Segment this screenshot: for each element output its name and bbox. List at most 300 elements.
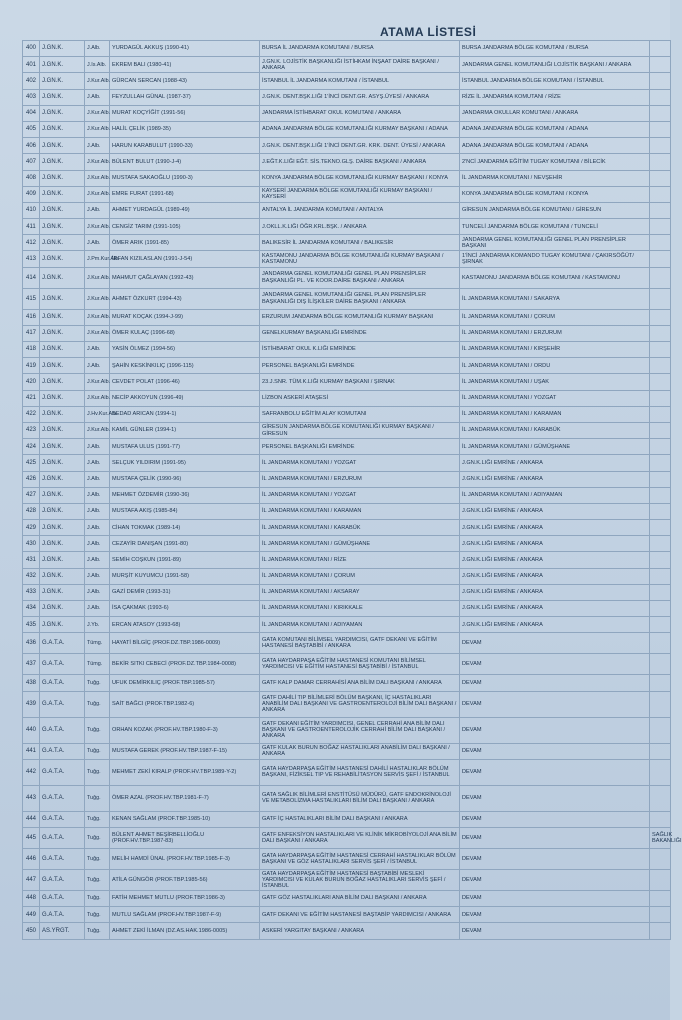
institution-cell: G.A.T.A. xyxy=(40,759,85,785)
name-cell: GAZİ DEMİR (1993-31) xyxy=(110,584,260,600)
institution-cell: G.A.T.A. xyxy=(40,654,85,675)
extra-cell xyxy=(650,325,671,341)
extra-cell xyxy=(650,41,671,57)
row-number-cell: 449 xyxy=(23,907,40,923)
institution-cell: J.GN.K. xyxy=(40,73,85,89)
institution-cell: G.A.T.A. xyxy=(40,907,85,923)
extra-cell xyxy=(650,121,671,137)
extra-cell xyxy=(650,869,671,890)
new-post-cell: İL JANDARMA KOMUTANI / KIRŞEHİR xyxy=(460,342,650,358)
table-row xyxy=(23,923,671,939)
current-post-cell: ANTALYA İL JANDARMA KOMUTANI / ANTALYA xyxy=(260,202,460,218)
current-post-cell: BURSA İL JANDARMA KOMUTANI / BURSA xyxy=(260,41,460,57)
institution-cell: J.GN.K. xyxy=(40,487,85,503)
rank-cell: Tuğg. xyxy=(85,811,110,827)
rank-cell: J.Kur.Alb. xyxy=(85,309,110,325)
row-number-cell: 428 xyxy=(23,503,40,519)
rank-cell: J.Kur.Alb. xyxy=(85,288,110,309)
table-row xyxy=(23,890,671,906)
row-number-cell: 429 xyxy=(23,520,40,536)
institution-cell: J.GN.K. xyxy=(40,601,85,617)
table-row xyxy=(23,267,671,288)
row-number-cell: 426 xyxy=(23,471,40,487)
name-cell: MUSTAFA ULUS (1991-77) xyxy=(110,439,260,455)
extra-cell xyxy=(650,358,671,374)
extra-cell xyxy=(650,717,671,743)
new-post-cell: DEVAM xyxy=(460,717,650,743)
table-row xyxy=(23,235,671,251)
rank-cell: J.Alb. xyxy=(85,138,110,154)
name-cell: CEVDET POLAT (1996-46) xyxy=(110,374,260,390)
institution-cell: J.GN.K. xyxy=(40,325,85,341)
current-post-cell: İL JANDARMA KOMUTANI / GÜMÜŞHANE xyxy=(260,536,460,552)
current-post-cell: ERZURUM JANDARMA BÖLGE KOMUTANLIĞI KURMAY BAŞKANI xyxy=(260,309,460,325)
rank-cell: J.Alb. xyxy=(85,536,110,552)
table-row xyxy=(23,743,671,759)
table-row xyxy=(23,202,671,218)
current-post-cell: KAYSERİ JANDARMA BÖLGE KOMUTANLIĞI KURMAY BAŞKANI / KAYSERİ xyxy=(260,186,460,202)
institution-cell: G.A.T.A. xyxy=(40,633,85,654)
name-cell: SEMİH COŞKUN (1991-89) xyxy=(110,552,260,568)
table-row xyxy=(23,759,671,785)
table-row xyxy=(23,455,671,471)
name-cell: EKREM BALI (1980-41) xyxy=(110,57,260,73)
extra-cell xyxy=(650,267,671,288)
current-post-cell: LİZBON ASKERİ ATAŞESİ xyxy=(260,390,460,406)
rank-cell: J.Alb. xyxy=(85,584,110,600)
extra-cell xyxy=(650,154,671,170)
new-post-cell: J.GN.K.LIĞI EMRİNE / ANKARA xyxy=(460,584,650,600)
table-row xyxy=(23,811,671,827)
name-cell: ŞAHİN KESKİNKILIÇ (1996-115) xyxy=(110,358,260,374)
new-post-cell: J.GN.K.LIĞI EMRİNE / ANKARA xyxy=(460,503,650,519)
new-post-cell: DEVAM xyxy=(460,785,650,811)
rank-cell: J.Kur.Alb. xyxy=(85,105,110,121)
rank-cell: J.Alb. xyxy=(85,520,110,536)
institution-cell: J.GN.K. xyxy=(40,471,85,487)
institution-cell: J.GN.K. xyxy=(40,584,85,600)
row-number-cell: 444 xyxy=(23,811,40,827)
rank-cell: J.Kur.Alb. xyxy=(85,267,110,288)
rank-cell: J.Yb. xyxy=(85,617,110,633)
table-row xyxy=(23,848,671,869)
name-cell: MEHMET ÖZDEMİR (1990-36) xyxy=(110,487,260,503)
extra-cell xyxy=(650,617,671,633)
table-row xyxy=(23,121,671,137)
row-number-cell: 440 xyxy=(23,717,40,743)
rank-cell: Tuğg. xyxy=(85,675,110,691)
row-number-cell: 430 xyxy=(23,536,40,552)
new-post-cell: J.GN.K.LIĞI EMRİNE / ANKARA xyxy=(460,617,650,633)
table-row xyxy=(23,471,671,487)
row-number-cell: 422 xyxy=(23,406,40,422)
table-row xyxy=(23,57,671,73)
current-post-cell: PERSONEL BAŞKANLIĞI EMRİNDE xyxy=(260,358,460,374)
new-post-cell: İL JANDARMA KOMUTANI / ÇORUM xyxy=(460,309,650,325)
new-post-cell: DEVAM xyxy=(460,811,650,827)
name-cell: ÖMER AZAL (PROF.HV.TBP.1981-F-7) xyxy=(110,785,260,811)
institution-cell: J.GN.K. xyxy=(40,503,85,519)
name-cell: MURAT KOÇYİĞİT (1991-56) xyxy=(110,105,260,121)
institution-cell: J.GN.K. xyxy=(40,251,85,267)
row-number-cell: 432 xyxy=(23,568,40,584)
name-cell: MUSTAFA GEREK (PROF.HV.TBP.1987-F-15) xyxy=(110,743,260,759)
extra-cell xyxy=(650,57,671,73)
rank-cell: J.Kur.Alb. xyxy=(85,325,110,341)
table-row xyxy=(23,439,671,455)
row-number-cell: 423 xyxy=(23,422,40,438)
extra-cell xyxy=(650,89,671,105)
row-number-cell: 416 xyxy=(23,309,40,325)
table-row xyxy=(23,309,671,325)
extra-cell xyxy=(650,568,671,584)
extra-cell xyxy=(650,186,671,202)
current-post-cell: J.GN.K. DENT.BŞK.LIĞI 1'İNCİ DENT.GR. KRK. DENT. ÜYESİ / ANKARA xyxy=(260,138,460,154)
row-number-cell: 446 xyxy=(23,848,40,869)
row-number-cell: 401 xyxy=(23,57,40,73)
new-post-cell: İL JANDARMA KOMUTANI / NEVŞEHİR xyxy=(460,170,650,186)
table-row xyxy=(23,186,671,202)
name-cell: YURDAGÜL AKKUŞ (1990-41) xyxy=(110,41,260,57)
extra-cell xyxy=(650,422,671,438)
table-row xyxy=(23,907,671,923)
new-post-cell: J.GN.K.LIĞI EMRİNE / ANKARA xyxy=(460,520,650,536)
table-row xyxy=(23,374,671,390)
institution-cell: J.GN.K. xyxy=(40,422,85,438)
institution-cell: J.GN.K. xyxy=(40,536,85,552)
row-number-cell: 403 xyxy=(23,89,40,105)
rank-cell: Tümg. xyxy=(85,654,110,675)
new-post-cell: DEVAM xyxy=(460,759,650,785)
row-number-cell: 443 xyxy=(23,785,40,811)
new-post-cell: DEVAM xyxy=(460,743,650,759)
institution-cell: J.GN.K. xyxy=(40,202,85,218)
rank-cell: Tuğg. xyxy=(85,907,110,923)
new-post-cell: GİRESUN JANDARMA BÖLGE KOMUTANI / GİRESUN xyxy=(460,202,650,218)
institution-cell: J.GN.K. xyxy=(40,390,85,406)
rank-cell: Tuğg. xyxy=(85,827,110,848)
table-row xyxy=(23,251,671,267)
rank-cell: J.Alb. xyxy=(85,552,110,568)
table-row xyxy=(23,390,671,406)
current-post-cell: İL JANDARMA KOMUTANI / ERZURUM xyxy=(260,471,460,487)
institution-cell: J.GN.K. xyxy=(40,309,85,325)
name-cell: İRFAN KIZILASLAN (1991-J-54) xyxy=(110,251,260,267)
name-cell: HAYATİ BİLGİÇ (PROF.DZ.TBP.1986-0009) xyxy=(110,633,260,654)
row-number-cell: 427 xyxy=(23,487,40,503)
current-post-cell: İL JANDARMA KOMUTANI / YOZGAT xyxy=(260,455,460,471)
name-cell: İSA ÇAKMAK (1993-6) xyxy=(110,601,260,617)
rank-cell: J.Alb. xyxy=(85,503,110,519)
new-post-cell: ADANA JANDARMA BÖLGE KOMUTANI / ADANA xyxy=(460,121,650,137)
new-post-cell: J.GN.K.LIĞI EMRİNE / ANKARA xyxy=(460,471,650,487)
new-post-cell: RİZE İL JANDARMA KOMUTANI / RİZE xyxy=(460,89,650,105)
table-row xyxy=(23,785,671,811)
institution-cell: G.A.T.A. xyxy=(40,743,85,759)
new-post-cell: DEVAM xyxy=(460,890,650,906)
new-post-cell: İL JANDARMA KOMUTANI / KARAMAN xyxy=(460,406,650,422)
institution-cell: J.GN.K. xyxy=(40,89,85,105)
extra-cell xyxy=(650,251,671,267)
row-number-cell: 410 xyxy=(23,202,40,218)
institution-cell: J.GN.K. xyxy=(40,235,85,251)
institution-cell: G.A.T.A. xyxy=(40,890,85,906)
new-post-cell: J.GN.K.LIĞI EMRİNE / ANKARA xyxy=(460,601,650,617)
extra-cell xyxy=(650,633,671,654)
table-row xyxy=(23,288,671,309)
extra-cell xyxy=(650,848,671,869)
rank-cell: J.Kur.Alb. xyxy=(85,186,110,202)
new-post-cell: DEVAM xyxy=(460,633,650,654)
name-cell: AHMET ÖZKURT (1994-43) xyxy=(110,288,260,309)
row-number-cell: 442 xyxy=(23,759,40,785)
new-post-cell: İL JANDARMA KOMUTANI / ADIYAMAN xyxy=(460,487,650,503)
new-post-cell: J.GN.K.LIĞI EMRİNE / ANKARA xyxy=(460,568,650,584)
row-number-cell: 421 xyxy=(23,390,40,406)
extra-cell xyxy=(650,73,671,89)
new-post-cell: J.GN.K.LIĞI EMRİNE / ANKARA xyxy=(460,536,650,552)
institution-cell: J.GN.K. xyxy=(40,552,85,568)
rank-cell: J.Alb. xyxy=(85,202,110,218)
rank-cell: J.Alb. xyxy=(85,358,110,374)
new-post-cell: DEVAM xyxy=(460,907,650,923)
extra-cell xyxy=(650,455,671,471)
current-post-cell: İL JANDARMA KOMUTANI / KARAMAN xyxy=(260,503,460,519)
rank-cell: J.Kur.Alb. xyxy=(85,219,110,235)
table-row xyxy=(23,154,671,170)
table-row xyxy=(23,520,671,536)
new-post-cell: JANDARMA OKULLAR KOMUTANI / ANKARA xyxy=(460,105,650,121)
current-post-cell: İL JANDARMA KOMUTANI / AKSARAY xyxy=(260,584,460,600)
new-post-cell: İL JANDARMA KOMUTANI / SAKARYA xyxy=(460,288,650,309)
row-number-cell: 407 xyxy=(23,154,40,170)
name-cell: SAİT BAĞCI (PROF.TBP.1982-6) xyxy=(110,691,260,717)
extra-cell xyxy=(650,552,671,568)
new-post-cell: DEVAM xyxy=(460,691,650,717)
name-cell: NECİP AKKOYUN (1996-49) xyxy=(110,390,260,406)
current-post-cell: GATA SAĞLIK BİLİMLERİ ENSTİTÜSÜ MÜDÜRÜ, GATF ENDOKRİNOLOJİ VE METABOLİZMA HASTALIKLARI BİLİM DALI BAŞKANI / ANKARA xyxy=(260,785,460,811)
name-cell: MUTLU SAĞLAM (PROF.HV.TBP.1987-F-9) xyxy=(110,907,260,923)
extra-cell xyxy=(650,487,671,503)
rank-cell: Tuğg. xyxy=(85,923,110,939)
rank-cell: J.Kur.Alb. xyxy=(85,390,110,406)
table-row xyxy=(23,138,671,154)
rank-cell: J.Kur.Alb. xyxy=(85,73,110,89)
new-post-cell: İL JANDARMA KOMUTANI / YOZGAT xyxy=(460,390,650,406)
table-row xyxy=(23,41,671,57)
name-cell: EMRE FURAT (1991-68) xyxy=(110,186,260,202)
new-post-cell: İL JANDARMA KOMUTANI / ORDU xyxy=(460,358,650,374)
current-post-cell: GATF KULAK BURUN BOĞAZ HASTALIKLARI ANABİLİM DALI BAŞKANI / ANKARA xyxy=(260,743,460,759)
current-post-cell: KASTAMONU JANDARMA BÖLGE KOMUTANLIĞI KURMAY BAŞKANI / KASTAMONU xyxy=(260,251,460,267)
current-post-cell: İSTANBUL İL JANDARMA KOMUTANI / İSTANBUL xyxy=(260,73,460,89)
extra-cell xyxy=(650,105,671,121)
name-cell: ÖMER ARIK (1991-85) xyxy=(110,235,260,251)
row-number-cell: 406 xyxy=(23,138,40,154)
table-row xyxy=(23,325,671,341)
name-cell: CİHAN TOKMAK (1989-14) xyxy=(110,520,260,536)
rank-cell: Tuğg. xyxy=(85,743,110,759)
row-number-cell: 418 xyxy=(23,342,40,358)
page-title: ATAMA LİSTESİ xyxy=(380,25,477,39)
rank-cell: J.Alb. xyxy=(85,342,110,358)
institution-cell: J.GN.K. xyxy=(40,170,85,186)
extra-cell xyxy=(650,601,671,617)
current-post-cell: JANDARMA GENEL KOMUTANLIĞI GENEL PLAN PRENSİPLER BAŞKANLIĞI PL. VE KOOR.DAİRE BAŞKANI / ANKARA xyxy=(260,267,460,288)
rank-cell: J.Kur.Alb. xyxy=(85,374,110,390)
new-post-cell: İL JANDARMA KOMUTANI / UŞAK xyxy=(460,374,650,390)
institution-cell: J.GN.K. xyxy=(40,406,85,422)
new-post-cell: İL JANDARMA KOMUTANI / KARABÜK xyxy=(460,422,650,438)
new-post-cell: İSTANBUL JANDARMA BÖLGE KOMUTANI / İSTANBUL xyxy=(460,73,650,89)
institution-cell: J.GN.K. xyxy=(40,520,85,536)
current-post-cell: İL JANDARMA KOMUTANI / KIRIKKALE xyxy=(260,601,460,617)
current-post-cell: BALIKESİR İL JANDARMA KOMUTANI / BALIKESİR xyxy=(260,235,460,251)
current-post-cell: GATF İÇ HASTALIKLARI BİLİM DALI BAŞKANI / ANKARA xyxy=(260,811,460,827)
extra-cell xyxy=(650,219,671,235)
row-number-cell: 439 xyxy=(23,691,40,717)
institution-cell: J.GN.K. xyxy=(40,374,85,390)
current-post-cell: GATA HAYDARPAŞA EĞİTİM HASTANESİ CERRAHİ HASTALIKLAR BÖLÜM BAŞKANI VE GÖZ HASTALIKLARI SERVİS ŞEFİ / İSTANBUL xyxy=(260,848,460,869)
row-number-cell: 433 xyxy=(23,584,40,600)
new-post-cell: JANDARMA GENEL KOMUTANLIĞI LOJİSTİK BAŞKANI / ANKARA xyxy=(460,57,650,73)
institution-cell: J.GN.K. xyxy=(40,617,85,633)
new-post-cell: BURSA JANDARMA BÖLGE KOMUTANI / BURSA xyxy=(460,41,650,57)
rank-cell: J.Alb. xyxy=(85,235,110,251)
name-cell: HALİL ÇELİK (1989-35) xyxy=(110,121,260,137)
row-number-cell: 402 xyxy=(23,73,40,89)
table-row xyxy=(23,358,671,374)
row-number-cell: 431 xyxy=(23,552,40,568)
rank-cell: Tuğg. xyxy=(85,890,110,906)
extra-cell xyxy=(650,235,671,251)
current-post-cell: GATF ENFEKSİYON HASTALIKLARI VE KLİNİK MİKROBİYOLOJİ ANA BİLİM DALI BAŞKANI / ANKARA xyxy=(260,827,460,848)
current-post-cell: İL JANDARMA KOMUTANI / KARABÜK xyxy=(260,520,460,536)
rank-cell: Tuğg. xyxy=(85,759,110,785)
current-post-cell: J.EĞT.K.LIĞI EĞT. SİS.TEKNO.GLŞ. DAİRE BAŞKANI / ANKARA xyxy=(260,154,460,170)
institution-cell: J.GN.K. xyxy=(40,105,85,121)
extra-cell xyxy=(650,503,671,519)
extra-cell xyxy=(650,654,671,675)
row-number-cell: 419 xyxy=(23,358,40,374)
row-number-cell: 415 xyxy=(23,288,40,309)
institution-cell: AS.YRGT. xyxy=(40,923,85,939)
extra-cell xyxy=(650,923,671,939)
rank-cell: Tuğg. xyxy=(85,691,110,717)
current-post-cell: İSTİHBARAT OKUL K.LIĞI EMRİNDE xyxy=(260,342,460,358)
institution-cell: J.GN.K. xyxy=(40,138,85,154)
rank-cell: J.Alb. xyxy=(85,601,110,617)
institution-cell: J.GN.K. xyxy=(40,154,85,170)
new-post-cell: DEVAM xyxy=(460,848,650,869)
row-number-cell: 412 xyxy=(23,235,40,251)
institution-cell: G.A.T.A. xyxy=(40,785,85,811)
current-post-cell: ASKERİ YARGITAY BAŞKANI / ANKARA xyxy=(260,923,460,939)
current-post-cell: J.GN.K. LOJİSTİK BAŞKANLIĞI İSTİHKAM İNŞAAT DAİRE BAŞKANI / ANKARA xyxy=(260,57,460,73)
name-cell: SELÇUK YILDIRIM (1991-95) xyxy=(110,455,260,471)
new-post-cell: 2'NCİ JANDARMA EĞİTİM TUGAY KOMUTANI / BİLECİK xyxy=(460,154,650,170)
current-post-cell: GATA HAYDARPAŞA EĞİTİM HASTANESİ BAŞTABİBİ MESLEKİ YARDIMCISI VE KULAK BURUN BOĞAZ HASTALIKLARI SERVİS ŞEFİ / İSTANBUL xyxy=(260,869,460,890)
institution-cell: J.GN.K. xyxy=(40,41,85,57)
row-number-cell: 441 xyxy=(23,743,40,759)
table-row xyxy=(23,691,671,717)
current-post-cell: SAFRANBOLU EĞİTİM ALAY KOMUTANI xyxy=(260,406,460,422)
row-number-cell: 450 xyxy=(23,923,40,939)
institution-cell: J.GN.K. xyxy=(40,57,85,73)
new-post-cell: DEVAM xyxy=(460,869,650,890)
name-cell: BÜLENT BULUT (1990-J-4) xyxy=(110,154,260,170)
table-row xyxy=(23,170,671,186)
table-row xyxy=(23,342,671,358)
name-cell: ERCAN ATASOY (1993-68) xyxy=(110,617,260,633)
institution-cell: J.GN.K. xyxy=(40,186,85,202)
new-post-cell: KONYA JANDARMA BÖLGE KOMUTANI / KONYA xyxy=(460,186,650,202)
institution-cell: J.GN.K. xyxy=(40,568,85,584)
table-row xyxy=(23,503,671,519)
row-number-cell: 436 xyxy=(23,633,40,654)
name-cell: AHMET ZEKİ İLMAN (DZ.AS.HAK.1986-0005) xyxy=(110,923,260,939)
rank-cell: J.Alb. xyxy=(85,41,110,57)
institution-cell: G.A.T.A. xyxy=(40,869,85,890)
name-cell: BÜLENT AHMET BEŞİRBELLİOĞLU (PROF.HV.TBP.1987-83) xyxy=(110,827,260,848)
institution-cell: J.GN.K. xyxy=(40,358,85,374)
name-cell: ORHAN KOZAK (PROF.HV.TBP.1980-F-3) xyxy=(110,717,260,743)
row-number-cell: 413 xyxy=(23,251,40,267)
extra-cell xyxy=(650,536,671,552)
row-number-cell: 435 xyxy=(23,617,40,633)
extra-cell: SAĞLIK BAKANLIĞI xyxy=(650,827,671,848)
current-post-cell: GİRESUN JANDARMA BÖLGE KOMUTANLIĞI KURMAY BAŞKANI / GİRESUN xyxy=(260,422,460,438)
extra-cell xyxy=(650,138,671,154)
rank-cell: J.Is.Alb. xyxy=(85,57,110,73)
extra-cell xyxy=(650,439,671,455)
rank-cell: J.Kur.Alb. xyxy=(85,121,110,137)
current-post-cell: İL JANDARMA KOMUTANI / ADIYAMAN xyxy=(260,617,460,633)
table-row xyxy=(23,675,671,691)
row-number-cell: 411 xyxy=(23,219,40,235)
current-post-cell: İL JANDARMA KOMUTANI / YOZGAT xyxy=(260,487,460,503)
current-post-cell: GATF GÖZ HASTALIKLARI ANA BİLİM DALI BAŞKANI / ANKARA xyxy=(260,890,460,906)
new-post-cell: DEVAM xyxy=(460,923,650,939)
name-cell: MURŞİT KUYUMCU (1991-58) xyxy=(110,568,260,584)
rank-cell: J.Kur.Alb. xyxy=(85,154,110,170)
new-post-cell: KASTAMONU JANDARMA BÖLGE KOMUTANI / KASTAMONU xyxy=(460,267,650,288)
row-number-cell: 405 xyxy=(23,121,40,137)
institution-cell: G.A.T.A. xyxy=(40,675,85,691)
current-post-cell: GATF DEKANI EĞİTİM YARDIMCISI, GENEL CERRAHİ ANA BİLİM DALI BAŞKANI VE GASTROENTEROLOJİK CERRAHİ BİLİM DALI BAŞKANI / ANKARA xyxy=(260,717,460,743)
new-post-cell: J.GN.K.LIĞI EMRİNE / ANKARA xyxy=(460,552,650,568)
name-cell: ATİLA GÜNGÖR (PROF.TBP.1985-56) xyxy=(110,869,260,890)
rank-cell: J.Alb. xyxy=(85,455,110,471)
name-cell: CENGİZ TARIM (1991-105) xyxy=(110,219,260,235)
row-number-cell: 408 xyxy=(23,170,40,186)
row-number-cell: 414 xyxy=(23,267,40,288)
name-cell: ÖMER KULAÇ (1996-68) xyxy=(110,325,260,341)
table-row xyxy=(23,601,671,617)
name-cell: KENAN SAĞLAM (PROF.TBP.1985-10) xyxy=(110,811,260,827)
rank-cell: J.Alb. xyxy=(85,89,110,105)
name-cell: CEZAYİR DANIŞAN (1991-80) xyxy=(110,536,260,552)
name-cell: BEKİR SITKI CEBECİ (PROF.DZ.TBP.1984-0008) xyxy=(110,654,260,675)
name-cell: MUSTAFA ÇELİK (1990-96) xyxy=(110,471,260,487)
rank-cell: J.Alb. xyxy=(85,568,110,584)
row-number-cell: 404 xyxy=(23,105,40,121)
extra-cell xyxy=(650,471,671,487)
institution-cell: G.A.T.A. xyxy=(40,691,85,717)
institution-cell: J.GN.K. xyxy=(40,288,85,309)
current-post-cell: GATF DAHİLİ TIP BİLİMLERİ BÖLÜM BAŞKANI, İÇ HASTALIKLARI ANABİLİM DALI BAŞKANI VE GASTROENTEROLOJİ BİLİM DALI BAŞKANI / ANKARA xyxy=(260,691,460,717)
current-post-cell: GATA HAYDARPAŞA EĞİTİM HASTANESİ DAHİLİ HASTALIKLAR BÖLÜM BAŞKANI, FİZİKSEL TIP VE REHABİLİTASYON SERVİS ŞEFİ / İSTANBUL xyxy=(260,759,460,785)
